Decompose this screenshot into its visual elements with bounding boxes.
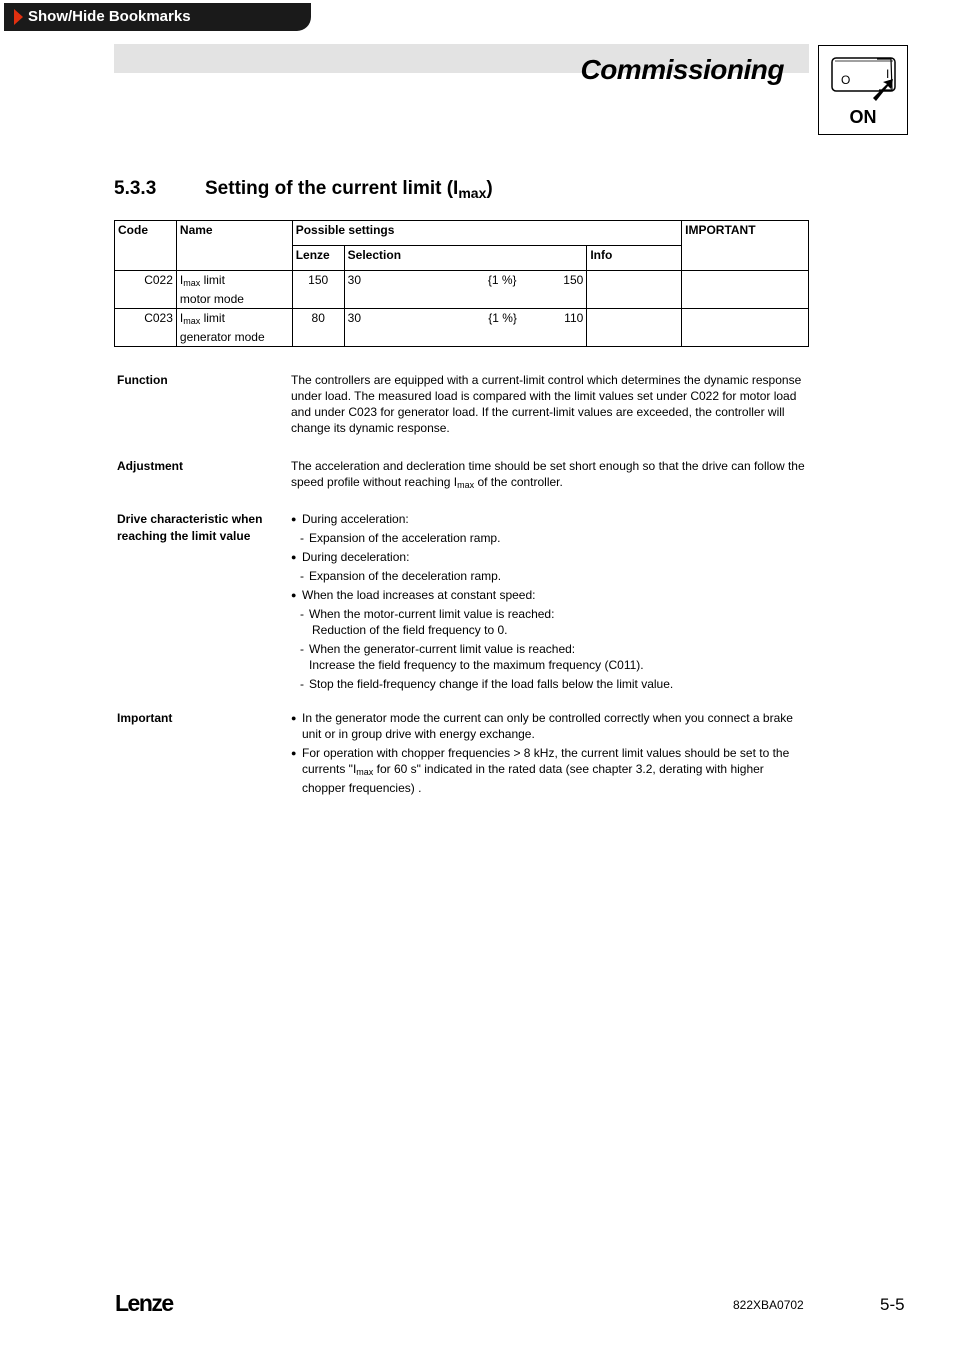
section-title: Setting of the current limit (I [205, 178, 459, 199]
important-cell [682, 309, 809, 347]
important-list [291, 710, 806, 796]
section-title-end: ) [486, 178, 493, 199]
lenze-logo: Lenze [115, 1290, 173, 1316]
info-cell [587, 309, 682, 347]
list-item: - Expansion of the acceleration ramp. [291, 530, 806, 546]
list-item: ● For operation with chopper frequencies > 8 kHz, the current limit values should be set to the currents "Imax for 60 s" indicated in the rated data (see chapter 3.2, derating with higher chopper frequencies) . [291, 745, 806, 796]
on-switch-graphic [818, 45, 908, 135]
svg-text:O: O [841, 73, 851, 87]
power-switch-icon [819, 46, 907, 106]
bookmarks-label: Show/Hide Bookmarks [28, 8, 191, 25]
list-item: - When the motor-current limit value is reached: [291, 606, 806, 622]
section-heading [114, 178, 493, 201]
drive-characteristic-list [291, 511, 806, 692]
name-cell: Imax limit generator mode [176, 309, 292, 347]
on-label: ON [849, 107, 877, 127]
important-label: Important [117, 711, 173, 725]
list-item: ● In the generator mode the current can only be controlled correctly when you connect a brake unit or in group drive with energy exchange. [291, 710, 806, 742]
page-number: 5-5 [880, 1295, 905, 1314]
name-cell: Imax limit motor mode [176, 271, 292, 309]
list-item-continuation: Increase the field frequency to the maximum frequency (C011). [309, 658, 644, 672]
table-row [115, 271, 809, 309]
list-item: ● During acceleration: [291, 511, 806, 527]
list-item: - Expansion of the deceleration ramp. [291, 568, 806, 584]
header-info: Info [587, 246, 682, 271]
drive-characteristic-label: Drive characteristic when reaching the limit value [117, 512, 263, 543]
code-cell: C023 [115, 309, 177, 347]
code-cell: C022 [115, 271, 177, 309]
selection-cell: 30 {1 %} 150 [344, 271, 587, 309]
show-hide-bookmarks-button[interactable] [4, 3, 311, 31]
function-label: Function [117, 373, 168, 387]
info-cell [587, 271, 682, 309]
function-text: The controllers are equipped with a current-limit control which determines the dynamic response under load. The measured load is compared with the limit values set under C022 for motor load and under C023 for generator load. If the current-limit values are exceeded, the controller will change its dynamic response. [291, 373, 802, 435]
header-important: IMPORTANT [682, 221, 809, 271]
chapter-title: Commissioning [580, 54, 784, 85]
list-item: ● When the load increases at constant speed: [291, 587, 806, 603]
section-title-sub: max [458, 185, 487, 201]
adjustment-text: The acceleration and decleration time should be set short enough so that the drive can follow the speed profile without reaching Imax of the controller. [291, 459, 805, 490]
header-selection: Selection [344, 246, 587, 271]
svg-text:I: I [886, 67, 890, 81]
header-name: Name [176, 221, 292, 271]
lenze-cell: 80 [292, 309, 344, 347]
lenze-cell: 150 [292, 271, 344, 309]
list-item: ● During deceleration: [291, 549, 806, 565]
triangle-right-icon [14, 9, 23, 25]
adjustment-label: Adjustment [117, 459, 183, 473]
important-cell [682, 271, 809, 309]
parameter-table [114, 220, 809, 347]
section-number: 5.3.3 [114, 178, 157, 199]
table-row [115, 309, 809, 347]
header-code: Code [115, 221, 177, 271]
list-item: - When the generator-current limit value is reached: [291, 641, 806, 657]
header-possible-settings: Possible settings [292, 221, 681, 246]
header-lenze: Lenze [292, 246, 344, 271]
list-item: - Stop the field-frequency change if the load falls below the limit value. [291, 676, 806, 692]
selection-cell: 30 {1 %} 110 [344, 309, 587, 347]
document-code: 822XBA0702 [733, 1298, 804, 1312]
list-item-continuation: Reduction of the field frequency to 0. [312, 623, 508, 637]
